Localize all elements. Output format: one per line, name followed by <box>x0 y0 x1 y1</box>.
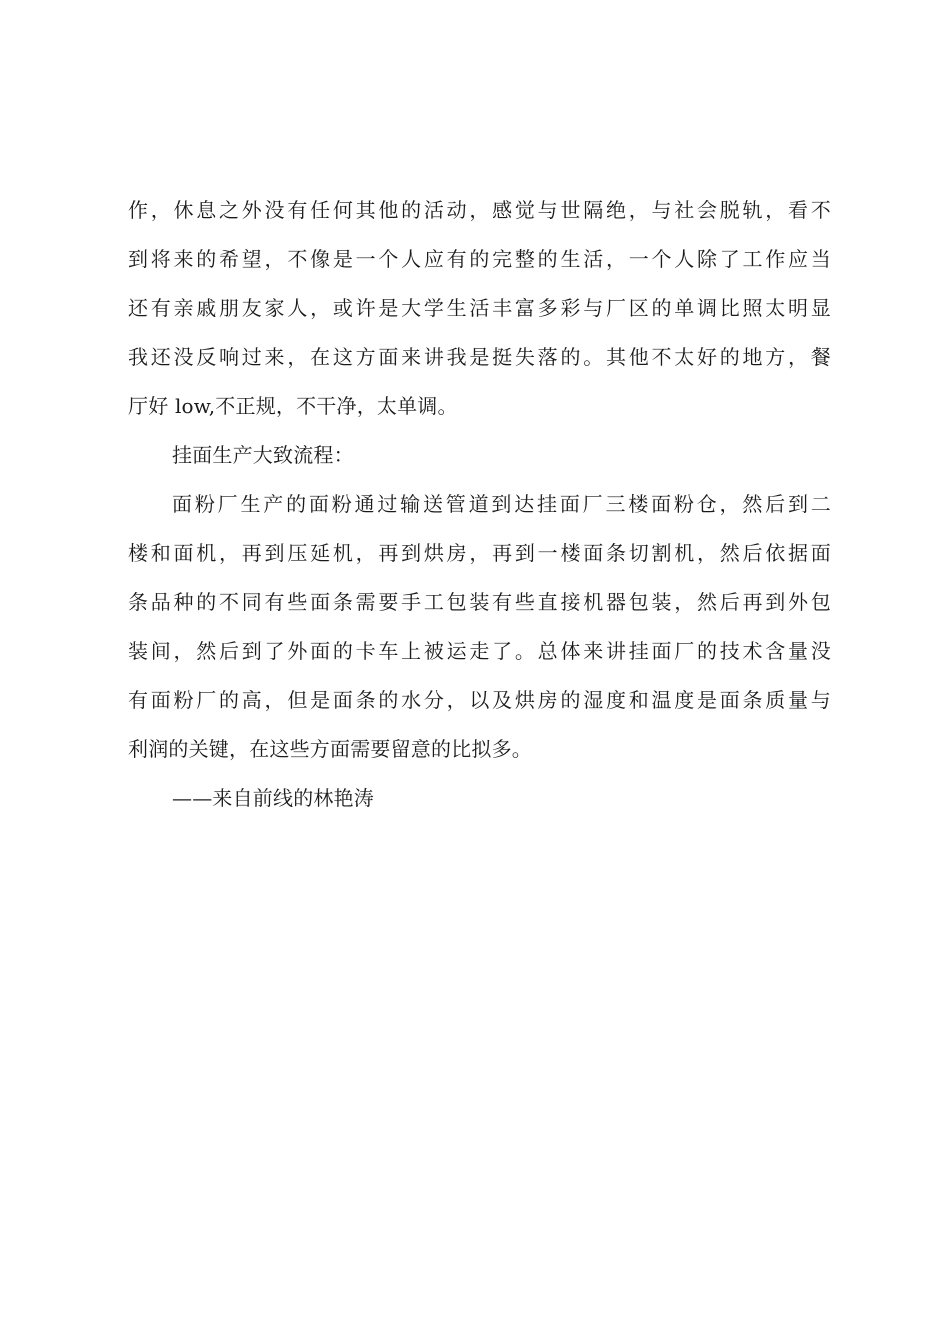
paragraph-line: 有面粉厂的高，但是面条的水分，以及烘房的湿度和温度是面条质量与 <box>128 688 831 712</box>
paragraph-line: 还有亲戚朋友家人，或许是大学生活丰富多彩与厂区的单调比照太明显 <box>128 296 831 320</box>
paragraph-line: 作，休息之外没有任何其他的活动，感觉与世隔绝，与社会脱轨，看不 <box>128 198 831 222</box>
section-heading: 挂面生产大致流程： <box>172 443 354 467</box>
paragraph-line: 条品种的不同有些面条需要手工包装有些直接机器包装，然后再到外包 <box>128 590 831 614</box>
paragraph-line: 楼和面机，再到压延机，再到烘房，再到一楼面条切割机，然后依据面 <box>128 541 831 565</box>
paragraph-line: 利润的关键，在这些方面需要留意的比拟多。 <box>128 737 532 761</box>
paragraph-process <box>128 480 831 774</box>
paragraph-line: 到将来的希望，不像是一个人应有的完整的生活，一个人除了工作应当 <box>128 247 831 271</box>
signature: ——来自前线的林艳涛 <box>172 786 374 810</box>
paragraph-line: 厅好 low,不正规，不干净，太单调。 <box>128 394 458 418</box>
paragraph-continuation <box>128 186 831 431</box>
paragraph-line: 我还没反响过来，在这方面来讲我是挺失落的。其他不太好的地方，餐 <box>128 345 831 369</box>
paragraph-line: 面粉厂生产的面粉通过输送管道到达挂面厂三楼面粉仓，然后到二 <box>172 492 831 516</box>
paragraph-line: 装间，然后到了外面的卡车上被运走了。总体来讲挂面厂的技术含量没 <box>128 639 831 663</box>
document-body <box>128 186 831 823</box>
